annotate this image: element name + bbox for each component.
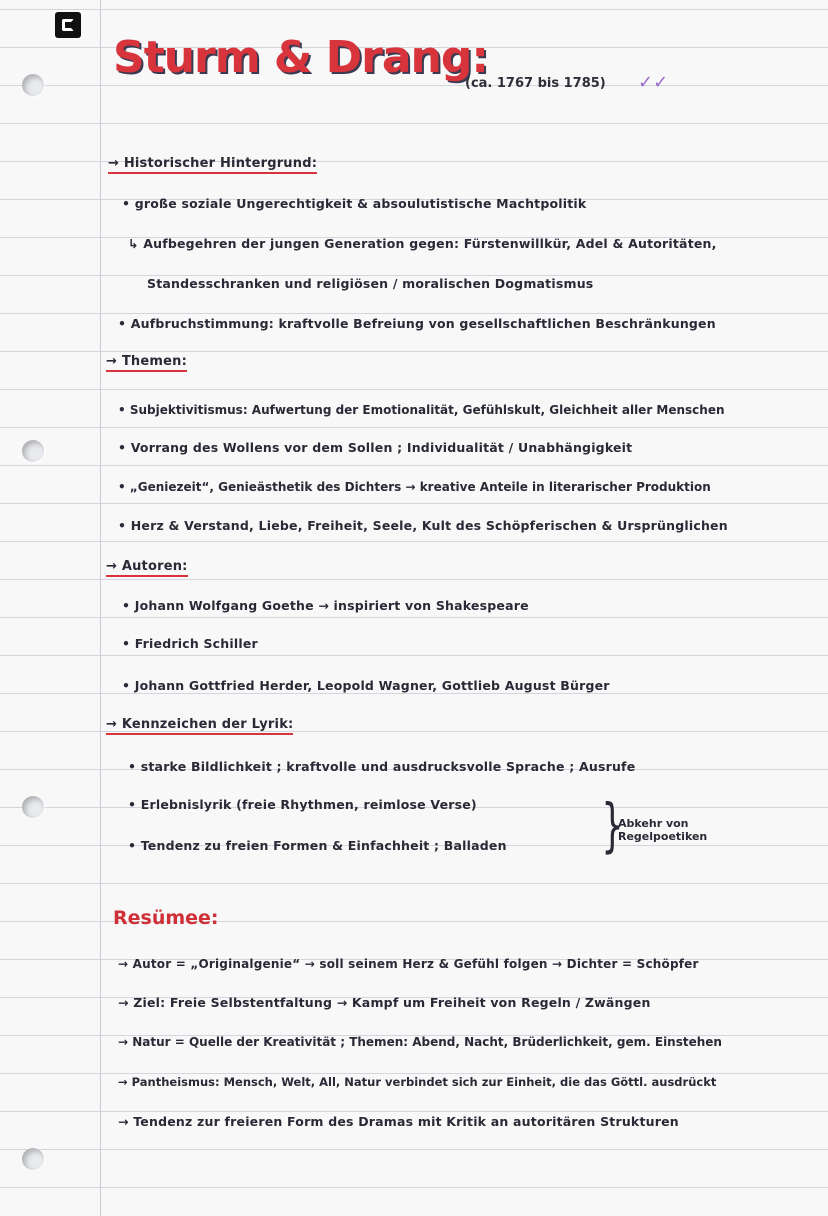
list-item: • Erlebnislyrik (freie Rhythmen, reimlose Verse) (128, 797, 477, 812)
margin-line (100, 0, 101, 1216)
list-item: • Aufbruchstimmung: kraftvolle Befreiung von gesellschaftlichen Beschränkungen (118, 316, 716, 331)
punch-hole-icon (22, 796, 44, 818)
punch-hole-icon (22, 74, 44, 96)
list-item: → Pantheismus: Mensch, Welt, All, Natur verbindet sich zur Einheit, die das Göttl. ausdrückt (118, 1075, 717, 1089)
list-item: Standesschranken und religiösen / moralischen Dogmatismus (147, 276, 594, 291)
list-item: • große soziale Ungerechtigkeit & absoulutistische Machtpolitik (122, 196, 587, 211)
list-item: → Ziel: Freie Selbstentfaltung → Kampf um Freiheit von Regeln / Zwängen (118, 995, 651, 1010)
list-item: • Vorrang des Wollens vor dem Sollen ; Individualität / Unabhängigkeit (118, 440, 633, 455)
list-item: • Tendenz zu freien Formen & Einfachheit ; Balladen (128, 838, 507, 853)
list-item: • Subjektivitismus: Aufwertung der Emotionalität, Gefühlskult, Gleichheit aller Menschen (118, 403, 725, 417)
resumee-heading: Resümee: (113, 907, 219, 929)
list-item: → Autor = „Originalgenie“ → soll seinem Herz & Gefühl folgen → Dichter = Schöpfer (118, 957, 699, 971)
app-logo-icon (55, 12, 81, 38)
list-item: • Johann Gottfried Herder, Leopold Wagner, Gottlieb August Bürger (122, 678, 610, 693)
heading-themen: → Themen: (106, 354, 187, 369)
punch-hole-icon (22, 440, 44, 462)
heading-historischer-hintergrund: → Historischer Hintergrund: (108, 156, 317, 171)
check-mark-icon: ✓✓ (638, 72, 669, 93)
heading-kennzeichen-der-lyrik: → Kennzeichen der Lyrik: (106, 717, 293, 732)
heading-autoren: → Autoren: (106, 559, 188, 574)
list-item: • Herz & Verstand, Liebe, Freiheit, Seele, Kult des Schöpferischen & Ursprünglichen (118, 518, 728, 533)
list-item: ↳ Aufbegehren der jungen Generation gegen: Fürstenwillkür, Adel & Autoritäten, (128, 236, 717, 251)
punch-hole-icon (22, 1148, 44, 1170)
list-item: → Natur = Quelle der Kreativität ; Themen: Abend, Nacht, Brüderlichkeit, gem. Einstehen (118, 1035, 722, 1049)
list-item: • starke Bildlichkeit ; kraftvolle und ausdrucksvolle Sprache ; Ausrufe (128, 759, 636, 774)
page-title: Sturm & Drang: (113, 32, 488, 83)
date-range: (ca. 1767 bis 1785) (465, 76, 606, 91)
list-item: • Johann Wolfgang Goethe → inspiriert von Shakespeare (122, 598, 529, 613)
list-item: → Tendenz zur freieren Form des Dramas mit Kritik an autoritären Strukturen (118, 1114, 679, 1129)
brace-note: Abkehr von Regelpoetiken (618, 817, 708, 843)
list-item: • Friedrich Schiller (122, 636, 258, 651)
list-item: • „Geniezeit“, Genieästhetik des Dichters → kreative Anteile in literarischer Produktion (118, 480, 711, 494)
brace-symbol: } (601, 791, 624, 859)
